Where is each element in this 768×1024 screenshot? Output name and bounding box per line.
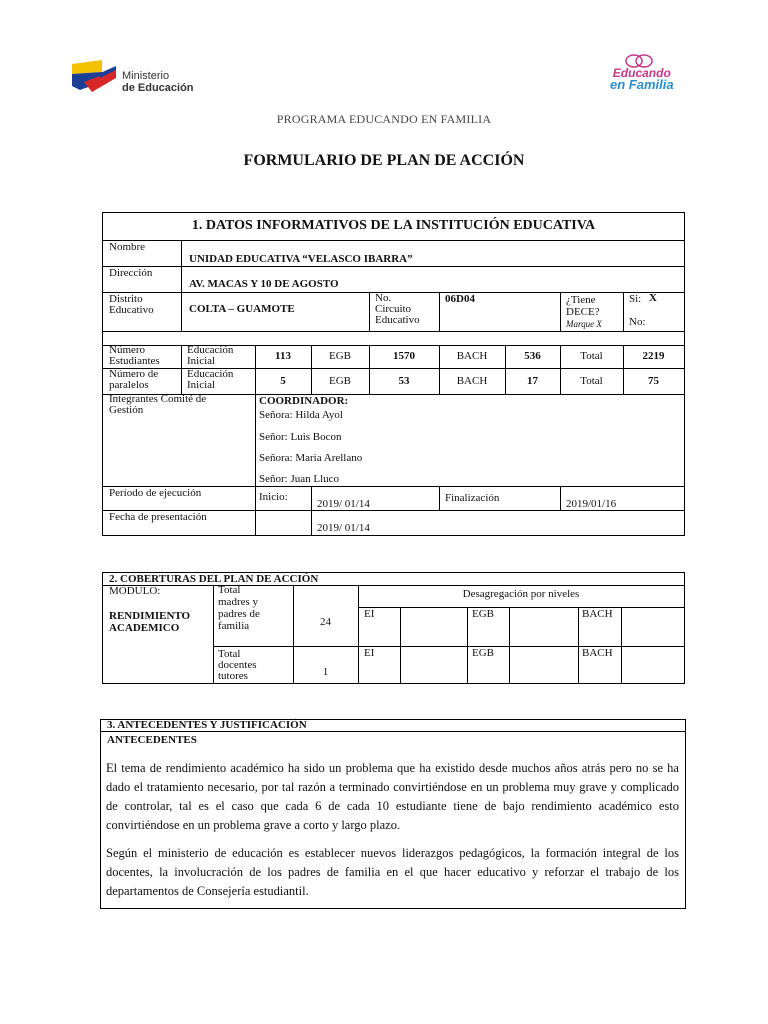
program-title: PROGRAMA EDUCANDO EN FAMILIA [276, 112, 492, 126]
comite-label-2: Gestión [109, 404, 144, 416]
bach-label-s2-2: BACH [582, 647, 613, 659]
inicial-label-1: Educación [187, 344, 234, 356]
bach-label-s2-1: BACH [582, 608, 613, 620]
ei-label-1: EI [364, 608, 375, 620]
paralelos-egb: 53 [398, 375, 410, 387]
ministry-line1: Ministerio [122, 70, 170, 82]
distrito-value: COLTA – GUAMOTE [189, 303, 295, 315]
dece-si-mark: X [649, 292, 657, 304]
fin-label: Finalización [445, 492, 500, 504]
dece-hint: Marque X [566, 319, 602, 329]
inicio-value: 2019/ 01/14 [317, 498, 370, 510]
section2-table [102, 572, 685, 684]
padres-label-4: familia [218, 620, 250, 632]
padres-label-3: padres de [218, 608, 260, 620]
presentacion-value: 2019/ 01/14 [317, 522, 370, 534]
presentacion-label: Fecha de presentación [109, 511, 207, 523]
estudiantes-label-2: Estudiantes [109, 355, 160, 367]
section1-table [102, 212, 685, 536]
egb-label-s2-1: EGB [472, 608, 494, 620]
docentes-label-3: tutores [218, 670, 248, 682]
modulo-value-1: RENDIMIENTO [109, 610, 191, 622]
section3-title: 3. ANTECEDENTES Y JUSTIFICACIÓN [107, 719, 307, 731]
padres-label-2: madres y [218, 596, 259, 608]
form-title: FORMULARIO DE PLAN DE ACCIÓN [243, 152, 525, 169]
dece-si-label: Si: [629, 293, 642, 305]
padres-value: 24 [320, 616, 331, 628]
docentes-label-1: Total [218, 648, 241, 660]
paralelos-label-1: Número de [109, 368, 159, 380]
inicio-label: Inicio: [259, 491, 288, 503]
circuito-label-3: Educativo [375, 314, 420, 326]
nombre-label: Nombre [109, 241, 146, 253]
family-logo-line1: Educando [612, 66, 671, 80]
estudiantes-inicial: 113 [275, 350, 291, 362]
antecedentes-paragraph-2: Según el ministerio de educación es establecer nuevos liderazgos pedagógicos, la formación integral de los docentes, la involucración de los padres de familia en el que hacer educativo y reforzar el trabajo de los departamentos de Consejería estudiantil. [106, 846, 679, 898]
educando-en-familia-logo [604, 52, 674, 96]
bach-label: BACH [456, 350, 488, 362]
total-label: Total [580, 350, 603, 362]
estudiantes-total: 2219 [642, 350, 665, 362]
dece-label-2: DECE? [566, 306, 600, 318]
ministry-name [122, 70, 194, 94]
family-logo-line2: en Familia [610, 77, 674, 92]
member-4: Señor: Juan Lluco [259, 473, 340, 485]
desagregacion-label: Desagregación por niveles [462, 588, 580, 600]
estudiantes-label-1: Número [109, 344, 146, 356]
distrito-label-1: Distrito [109, 293, 143, 305]
egb-label-2: EGB [329, 375, 351, 387]
ministry-flag-icon [72, 60, 116, 94]
ministry-logo [72, 58, 202, 98]
section3-box [100, 719, 686, 909]
member-1: Señora: Hilda Ayol [259, 409, 343, 421]
modulo-label: MÓDULO: [109, 585, 161, 597]
member-3: Señora: Maria Arellano [259, 452, 363, 464]
antecedentes-subtitle: ANTECEDENTES [107, 734, 197, 746]
inicial-label-1b: Educación [187, 368, 234, 380]
member-2: Señor: Luis Bocon [259, 431, 342, 443]
docentes-value: 1 [322, 666, 329, 678]
periodo-label: Período de ejecución [109, 487, 202, 499]
circuito-label-1: No. [375, 292, 392, 304]
inicial-label-2: Inicial [187, 355, 216, 367]
nombre-value: UNIDAD EDUCATIVA “VELASCO IBARRA” [189, 253, 413, 265]
padres-label-1: Total [218, 584, 241, 596]
family-logo-text [610, 68, 674, 90]
bach-label-2: BACH [456, 375, 488, 387]
modulo-value-2: ACADEMICO [109, 622, 180, 634]
distrito-label-2: Educativo [109, 304, 154, 316]
fin-value: 2019/01/16 [566, 498, 617, 510]
paralelos-bach: 17 [527, 375, 538, 387]
direccion-value: AV. MACAS Y 10 DE AGOSTO [189, 278, 339, 290]
paralelos-inicial: 5 [280, 375, 286, 387]
egb-label: EGB [329, 350, 351, 362]
paralelos-total: 75 [648, 375, 659, 387]
egb-label-s2-2: EGB [472, 647, 494, 659]
docentes-label-2: docentes [218, 659, 257, 671]
estudiantes-egb: 1570 [393, 350, 415, 362]
inicial-label-2b: Inicial [187, 379, 216, 391]
comite-label-1: Integrantes Comité de [109, 393, 207, 405]
coordinador-label: COORDINADOR: [259, 395, 349, 407]
paralelos-label-2: paralelos [109, 379, 149, 391]
circuito-label-2: Circuito [375, 303, 412, 315]
circuito-value: 06D04 [445, 293, 475, 305]
dece-label-1: ¿Tiene [566, 294, 596, 306]
estudiantes-bach: 536 [524, 350, 541, 362]
section2-title: 2. COBERTURAS DEL PLAN DE ACCIÓN [109, 573, 319, 585]
ei-label-2: EI [364, 647, 375, 659]
total-label-2: Total [580, 375, 603, 387]
ministry-line2: de Educación [122, 82, 194, 94]
antecedentes-paragraph-1: El tema de rendimiento académico ha sido un problema que ha existido desde muchos años atrás pero no se ha dado el tratamiento necesario, por tal razón a terminado convirtiéndose en un problema muy grave y complicado de controlar, tal es el caso que cada 6 de cada 10 estudiante tiene de bajo rendimiento académico esto convirtiéndose en un problema grave a corto y largo plazo. [106, 761, 679, 832]
section1-title: 1. DATOS INFORMATIVOS DE LA INSTITUCIÓN EDUCATIVA [191, 218, 596, 233]
direccion-label: Dirección [109, 267, 153, 279]
dece-no-label: No: [629, 316, 646, 328]
